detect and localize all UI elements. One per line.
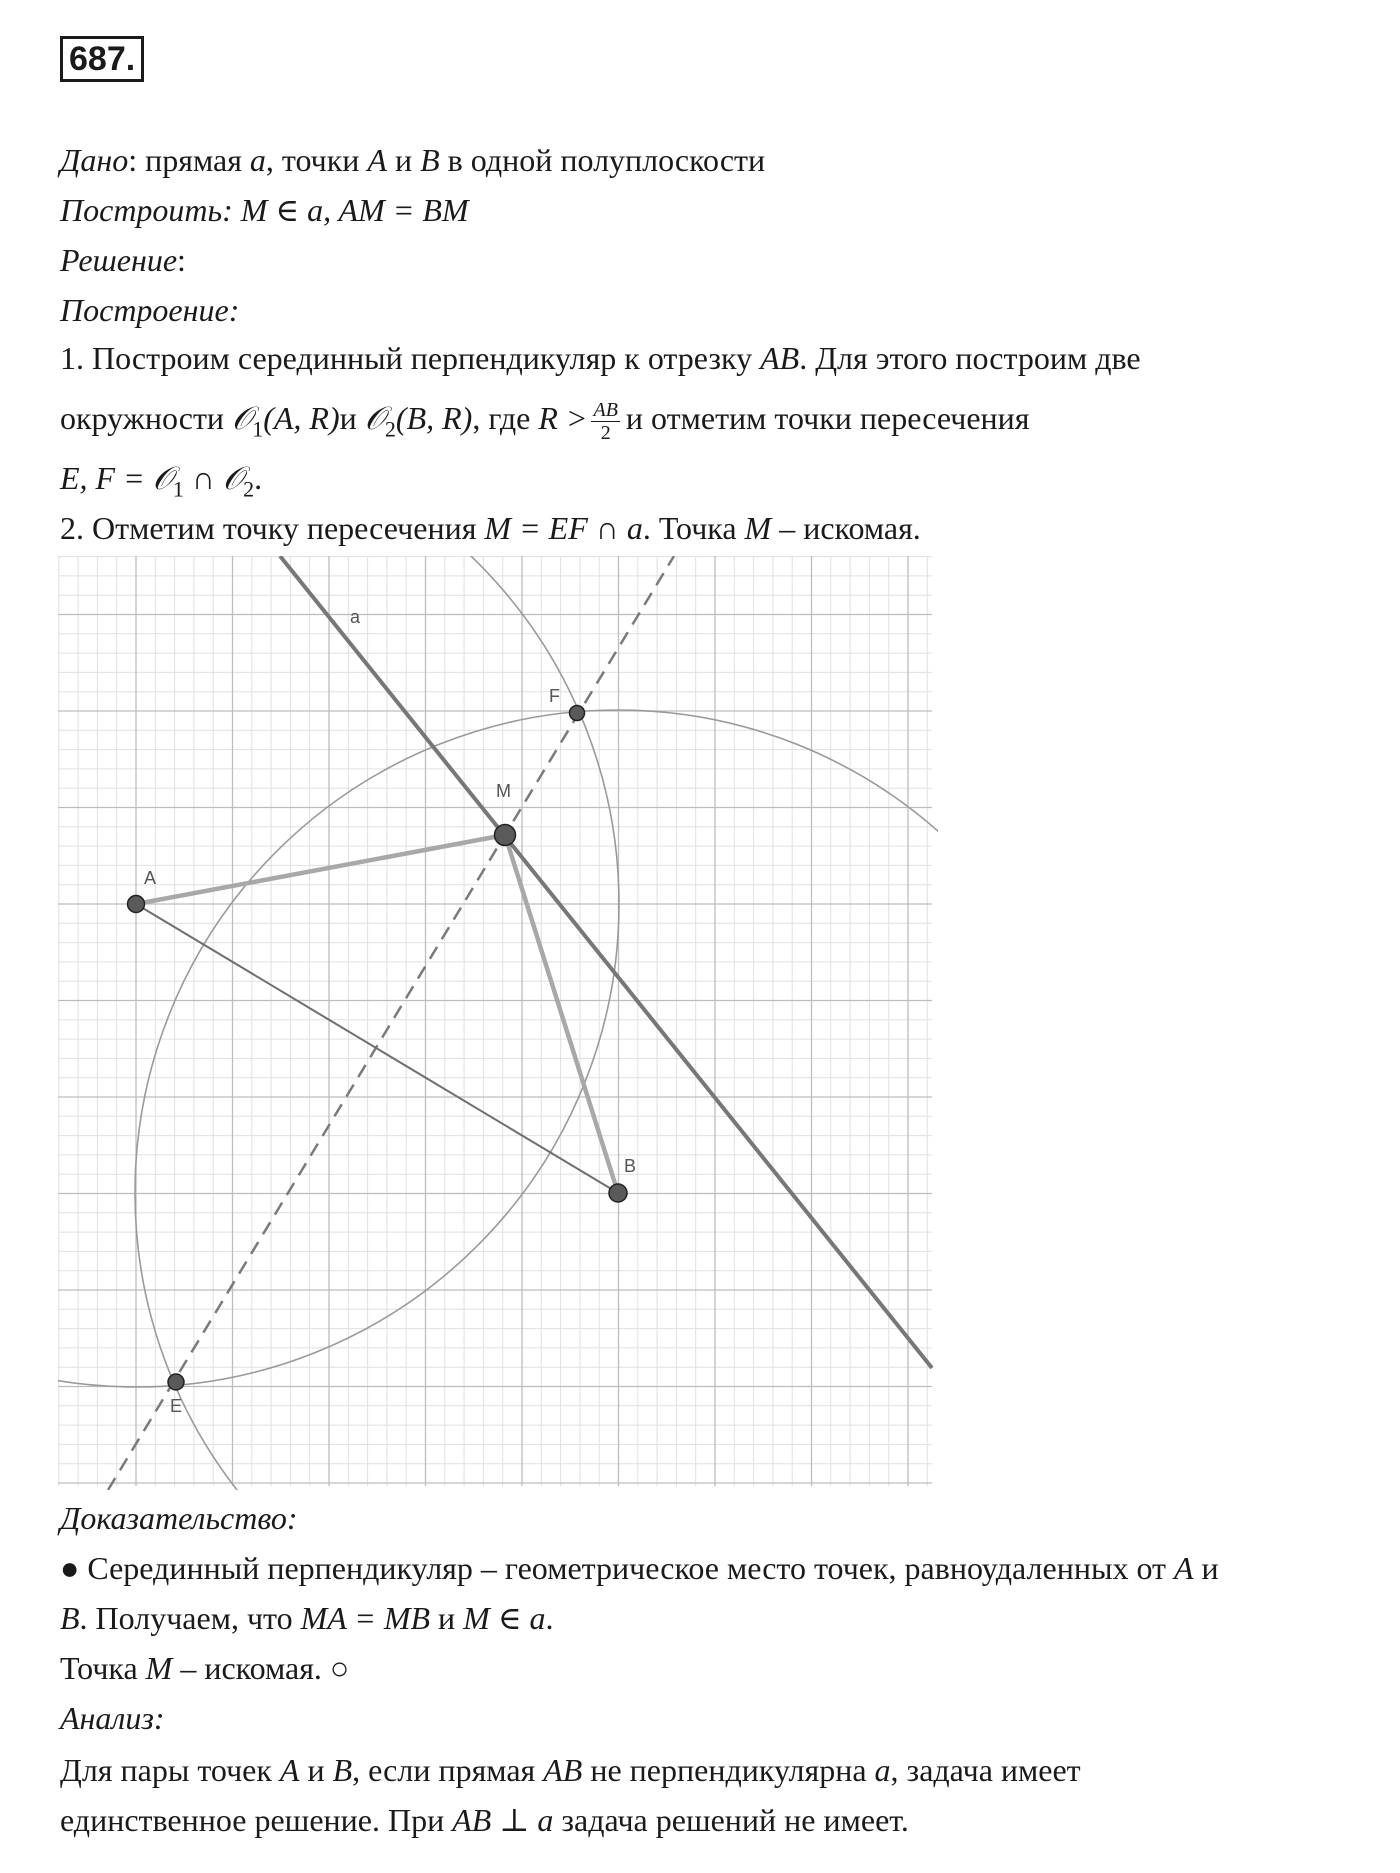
analysis-label: Анализ: [60, 1700, 165, 1736]
label-a-point: A [144, 868, 157, 888]
given-label: Дано [60, 142, 129, 178]
step1-line3: E, F = 𝒪$_1$ ∩ 𝒪$_2$. [60, 460, 263, 502]
label-m: M [496, 781, 511, 801]
label-f: F [549, 686, 560, 706]
label-e: E [170, 1396, 183, 1416]
segment-am [136, 835, 505, 904]
point-a [128, 896, 145, 913]
step1-line2: окружности 𝒪$_1$(A, R)и 𝒪$_2$(B, R), где R > $\frac{AB}{2}$ и отметим точки пересечения [60, 399, 1030, 445]
proof-label: Доказательство: [60, 1500, 298, 1536]
analysis-line2: единственное решение. При AB ⊥ a задача решений не имеет. [60, 1802, 909, 1838]
step2-line: 2. Отметим точку пересечения M = EF ∩ a. Точка M – искомая. [60, 510, 921, 546]
label-b: B [624, 1156, 637, 1176]
construction-label: Построение: [60, 292, 240, 328]
grid [58, 556, 932, 1486]
solution-label: Решение: [60, 242, 186, 278]
construction-figure [58, 556, 938, 1490]
proof-line3: Точка M – искомая. ○ [60, 1650, 350, 1686]
point-f [570, 706, 585, 721]
point-e [168, 1374, 184, 1390]
point-b [609, 1184, 627, 1202]
proof-line1: ● Серединный перпендикуляр – геометрическое место точек, равноудаленных от A и [60, 1550, 1219, 1586]
point-m [495, 825, 516, 846]
given-line: Дано: прямая a, точки A и B в одной полуплоскости [60, 142, 766, 178]
segment-ab [136, 904, 618, 1193]
circle-o1 [58, 556, 619, 1387]
proof-line2: B. Получаем, что MA = MB и M ∈ a. [60, 1600, 554, 1636]
construct-line [60, 190, 1380, 230]
label-a-line: a [350, 607, 361, 627]
step1-line1: 1. Построим серединный перпендикуляр к отрезку AB. Для этого построим две [60, 340, 1141, 376]
construct-formula: : M ∈ a, AM = BM [222, 192, 469, 228]
construct-label: Построить [60, 192, 223, 228]
problem-number: 687. [60, 36, 144, 82]
fraction-ab-over-2: $\frac{AB}{2}$ [593, 399, 618, 445]
analysis-line1: Для пары точек A и B, если прямая AB не перпендикулярна a, задача имеет [60, 1752, 1081, 1788]
